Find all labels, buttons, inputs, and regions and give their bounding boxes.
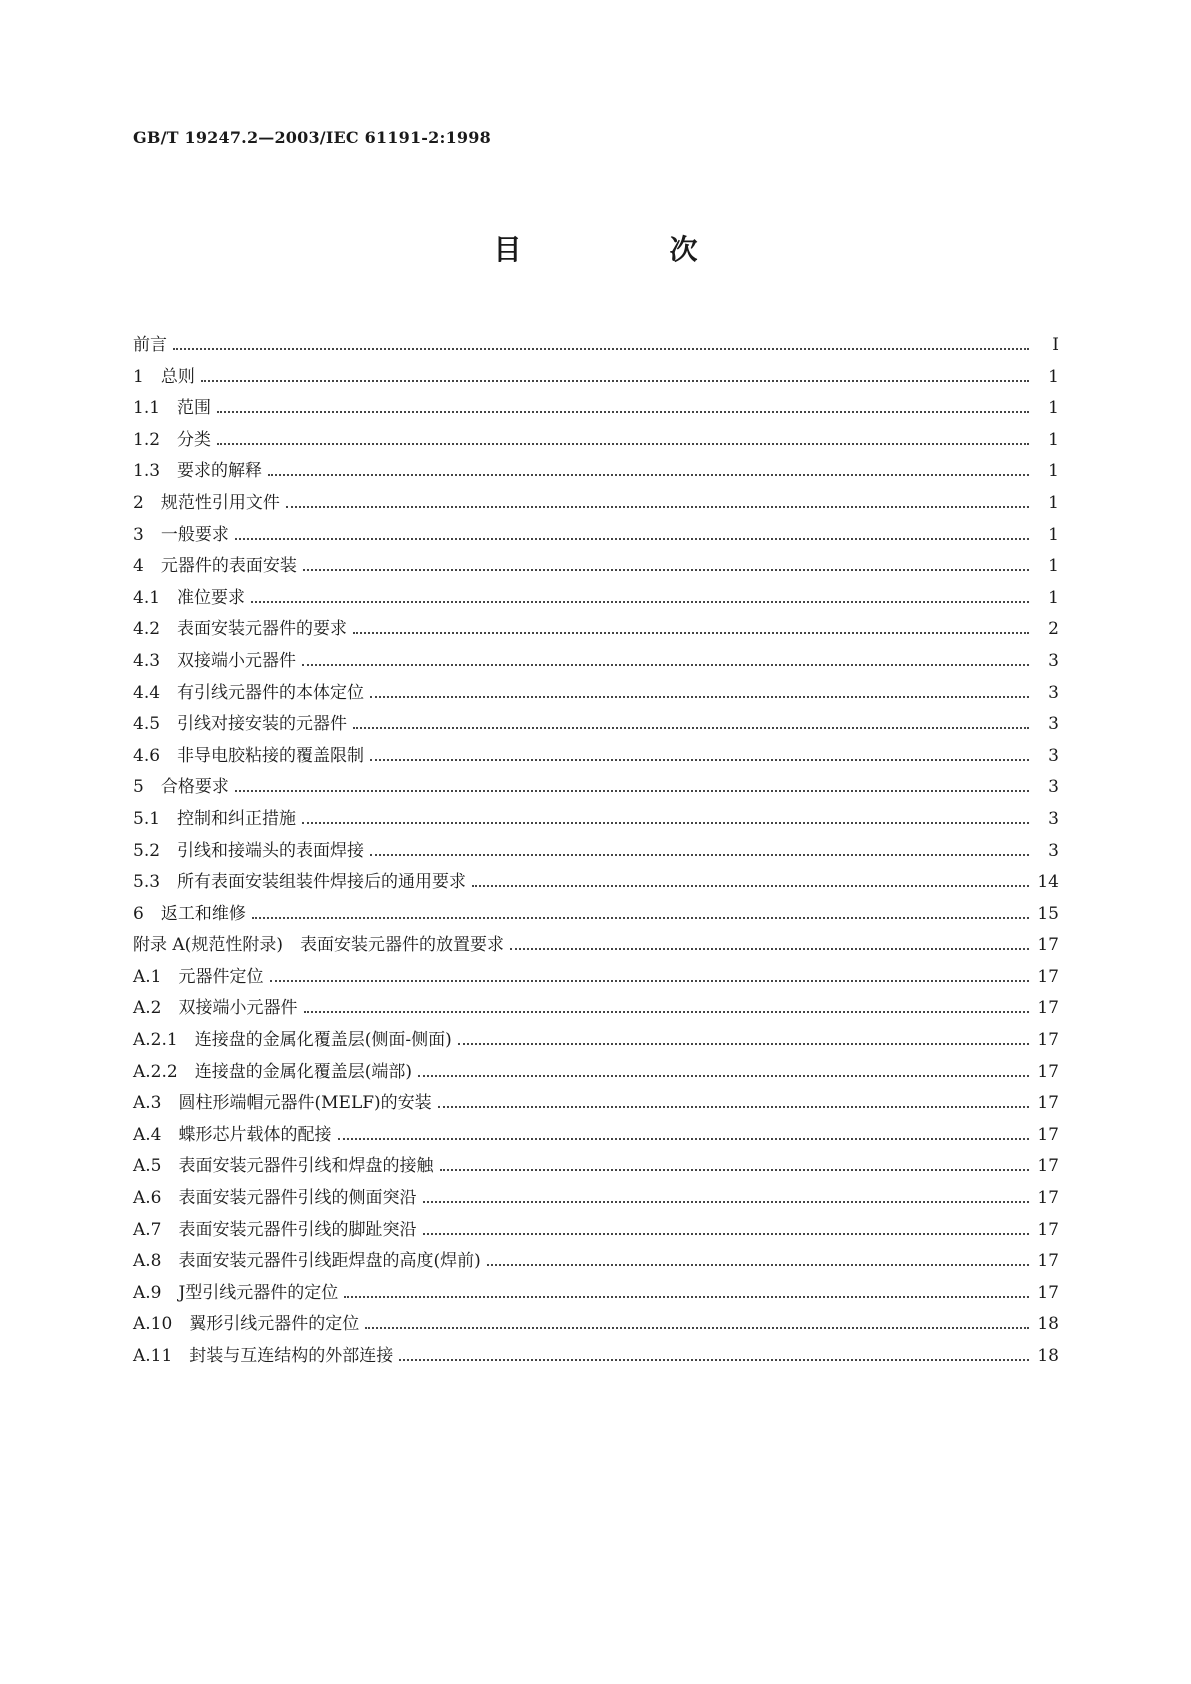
toc-entry-title: 附录 A(规范性附录) 表面安装元器件的放置要求 [133,935,504,956]
toc-entry[interactable] [133,488,1059,520]
toc-leader-dots [268,473,1029,476]
toc-entry-title: A.8 表面安装元器件引线距焊盘的高度(焊前) [133,1251,481,1272]
toc-entry-title: 4.6 非导电胶粘接的覆盖限制 [133,745,365,766]
toc-leader-dots [487,1263,1029,1266]
toc-entry[interactable] [133,709,1059,741]
toc-entry-title: A.2.2 连接盘的金属化覆盖层(端部) [133,1061,412,1082]
toc-entry-title: 4 元器件的表面安装 [133,556,297,577]
toc-entry-page-number: 17 [1037,1124,1059,1145]
toc-leader-dots [440,1168,1030,1171]
toc-leader-dots [472,884,1029,887]
toc-entry[interactable] [133,1215,1059,1247]
toc-entry-title: A.5 表面安装元器件引线和焊盘的接触 [133,1156,434,1177]
toc-entry-title: 1.2 分类 [133,429,212,450]
toc-entry-page-number: 3 [1048,682,1059,703]
toc-leader-dots [370,853,1029,856]
toc-entry[interactable] [133,330,1059,362]
toc-leader-dots [302,663,1029,666]
toc-entry-page-number: 3 [1048,745,1059,766]
toc-entry-page-number: 17 [1037,1093,1059,1114]
toc-leader-dots [303,568,1029,571]
toc-leader-dots [286,505,1029,508]
toc-entry[interactable] [133,425,1059,457]
toc-entry-title: 4.4 有引线元器件的本体定位 [133,682,365,703]
toc-entry-page-number: 18 [1037,1346,1059,1366]
toc-entry-page-number: 1 [1048,524,1059,545]
toc-entry[interactable] [133,456,1059,488]
toc-leader-dots [270,979,1030,982]
toc-entry[interactable] [133,1183,1059,1215]
toc-entry-page-number: 3 [1048,714,1059,735]
toc-entry-page-number: 17 [1037,1061,1059,1082]
toc-entry-title: A.2 双接端小元器件 [133,998,298,1019]
toc-entry-title: 1.3 要求的解释 [133,461,263,482]
toc-entry-page-number: 1 [1048,587,1059,608]
toc-entry-page-number: 17 [1037,1030,1059,1051]
toc-entry[interactable] [133,741,1059,773]
toc-entry[interactable] [133,867,1059,899]
toc-leader-dots [235,789,1029,792]
toc-entry-title: 6 返工和维修 [133,903,246,924]
toc-entry[interactable] [133,772,1059,804]
toc-entry-page-number: 1 [1048,492,1059,513]
toc-leader-dots [201,379,1029,382]
toc-entry-page-number: 14 [1037,872,1059,893]
toc-leader-dots [344,1295,1029,1298]
toc-entry-title: A.7 表面安装元器件引线的脚趾突沿 [133,1219,417,1240]
toc-entry[interactable] [133,930,1059,962]
toc-entry-title: 5.3 所有表面安装组装件焊接后的通用要求 [133,872,467,893]
toc-entry-page-number: 17 [1037,1219,1059,1240]
toc-entry[interactable] [133,1246,1059,1278]
toc-entry-title: 3 一般要求 [133,524,229,545]
toc-entry-page-number: 1 [1048,429,1059,450]
toc-entry[interactable] [133,899,1059,931]
toc-entry-page-number: 17 [1037,935,1059,956]
toc-entry[interactable] [133,393,1059,425]
toc-entry-page-number: 1 [1048,461,1059,482]
toc-entry-title: A.1 元器件定位 [133,966,264,987]
toc-entry-title: 5 合格要求 [133,777,229,798]
toc-leader-dots [370,758,1029,761]
toc-entry-title: A.11 封装与互连结构的外部连接 [133,1346,394,1366]
toc-entry-page-number: 3 [1048,777,1059,798]
toc-leader-dots [370,695,1029,698]
toc-entry-title: A.4 蝶形芯片载体的配接 [133,1124,332,1145]
toc-entry-title: 1 总则 [133,366,195,387]
toc-leader-dots [304,1010,1030,1013]
toc-leader-dots [458,1042,1029,1045]
toc-entry-page-number: 1 [1048,366,1059,387]
toc-entry-title: 4.5 引线对接安装的元器件 [133,714,348,735]
toc-entry[interactable] [133,1057,1059,1089]
toc-entry-page-number: 3 [1048,650,1059,671]
toc-entry[interactable] [133,836,1059,868]
toc-entry-title: 5.2 引线和接端头的表面焊接 [133,840,365,861]
toc-entry-page-number: 17 [1037,1282,1059,1303]
toc-entry-page-number: 17 [1037,1251,1059,1272]
toc-entry[interactable] [133,678,1059,710]
standard-code: GB/T 19247.2—2003/IEC 61191-2:1998 [133,128,491,147]
toc-entry-page-number: I [1052,335,1059,355]
toc-entry[interactable] [133,646,1059,678]
toc-entry-page-number: 1 [1048,556,1059,577]
table-of-contents [133,330,1059,1373]
toc-entry-page-number: 15 [1037,903,1059,924]
toc-leader-dots [235,537,1029,540]
toc-entry-title: 4.2 表面安装元器件的要求 [133,619,348,640]
toc-entry-page-number: 17 [1037,1188,1059,1209]
toc-entry[interactable] [133,1151,1059,1183]
toc-entry[interactable] [133,551,1059,583]
toc-leader-dots [438,1105,1029,1108]
toc-entry-page-number: 17 [1037,966,1059,987]
toc-leader-dots [302,821,1029,824]
toc-entry-page-number: 2 [1048,619,1059,640]
toc-entry-title: 2 规范性引用文件 [133,492,280,513]
toc-entry[interactable] [133,1309,1059,1341]
toc-entry-title: 1.1 范围 [133,398,212,419]
toc-leader-dots [418,1074,1029,1077]
toc-leader-dots [217,442,1029,445]
toc-entry[interactable] [133,520,1059,552]
toc-entry-page-number: 17 [1037,998,1059,1019]
toc-entry-title: 4.1 准位要求 [133,587,246,608]
toc-entry-page-number: 17 [1037,1156,1059,1177]
toc-entry-title: A.2.1 连接盘的金属化覆盖层(侧面-侧面) [133,1030,452,1051]
toc-entry[interactable] [133,1088,1059,1120]
toc-leader-dots [365,1326,1029,1329]
toc-entry-title: A.9 J型引线元器件的定位 [133,1282,339,1303]
toc-entry[interactable] [133,962,1059,994]
toc-entry[interactable] [133,1025,1059,1057]
toc-entry-page-number: 3 [1048,808,1059,829]
toc-entry-page-number: 3 [1048,840,1059,861]
toc-entry[interactable] [133,1341,1059,1373]
toc-entry[interactable] [133,804,1059,836]
toc-leader-dots [423,1200,1030,1203]
toc-entry-title: A.6 表面安装元器件引线的侧面突沿 [133,1188,417,1209]
toc-leader-dots [252,916,1029,919]
toc-entry[interactable] [133,1120,1059,1152]
toc-entry-title: 4.3 双接端小元器件 [133,650,297,671]
toc-leader-dots [353,726,1029,729]
toc-leader-dots [510,947,1029,950]
toc-entry[interactable] [133,993,1059,1025]
page-title: 目 次 [493,233,758,266]
toc-entry-title: A.3 圆柱形端帽元器件(MELF)的安装 [133,1093,432,1114]
toc-leader-dots [399,1358,1029,1361]
toc-entry[interactable] [133,362,1059,394]
toc-entry-page-number: 1 [1048,398,1059,419]
toc-leader-dots [353,631,1029,634]
toc-entry-title: A.10 翼形引线元器件的定位 [133,1314,360,1335]
toc-entry-title: 前言 [133,335,167,355]
toc-leader-dots [251,600,1029,603]
toc-leader-dots [217,410,1029,413]
toc-entry-page-number: 18 [1037,1314,1059,1335]
toc-entry-title: 5.1 控制和纠正措施 [133,808,297,829]
toc-entry[interactable] [133,583,1059,615]
toc-leader-dots [173,347,1029,350]
toc-entry[interactable] [133,614,1059,646]
toc-leader-dots [338,1137,1030,1140]
toc-leader-dots [423,1232,1030,1235]
toc-entry[interactable] [133,1278,1059,1310]
